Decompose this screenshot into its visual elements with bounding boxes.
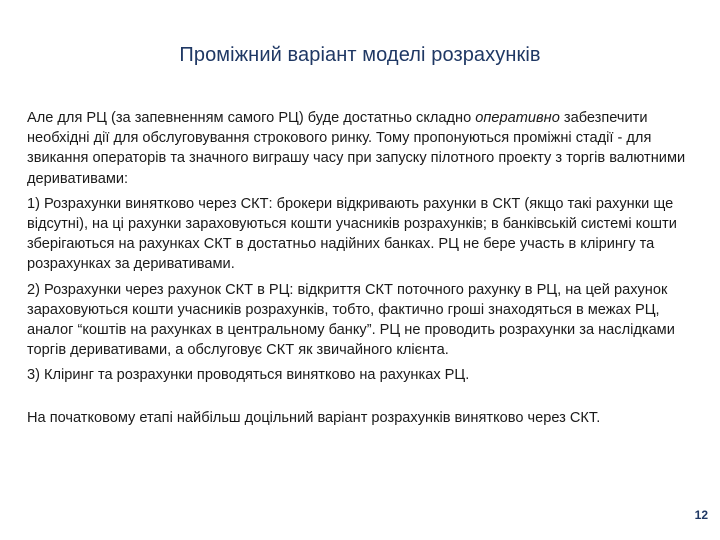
intro-emphasis: оперативно — [475, 110, 560, 126]
page-number: 12 — [694, 508, 708, 522]
intro-paragraph — [27, 108, 695, 189]
slide-title: Проміжний варіант моделі розрахунків — [179, 44, 541, 66]
slide-body — [27, 108, 695, 433]
list-item-1: 1) Розрахунки винятково через СКТ: брокери відкривають рахунки в СКТ (якщо такі рахунки ще відсутні), на ці рахунки зараховуються кошти учасників розрахунків; в банківській системі кошти зберігаються на рахунках СКТ в достатньо надійних банках. РЦ не бере участь в клірингу та розрахунках за деривативами. — [27, 195, 677, 273]
list-item-2: 2) Розрахунки через рахунок СКТ в РЦ: відкриття СКТ поточного рахунку в РЦ, на цей рахунок зараховуються кошти учасників розрахунків, тобто, фактично гроші знаходяться в межах РЦ, аналог “коштів на рахунках в центральному банку”. РЦ не проводить розрахунки за наслідками торгів деривативами, а обслуговує СКТ як звичайного клієнта. — [27, 281, 675, 359]
intro-text-start: Але для РЦ (за запевненням самого РЦ) буде достатньо складно — [27, 110, 476, 126]
intro-text-end: забезпечити необхідні дії для обслуговування строкового ринку. Тому пропонуються проміжні стадії - для звикання операторів та значного виграшу часу при запуску пілотного проекту з торгів валютними деривативами: — [27, 110, 686, 187]
conclusion-paragraph: На початковому етапі найбільш доцільний варіант розрахунків винятково через СКТ. — [27, 409, 601, 426]
list-item-3: 3) Кліринг та розрахунки проводяться винятково на рахунках РЦ. — [27, 367, 470, 384]
